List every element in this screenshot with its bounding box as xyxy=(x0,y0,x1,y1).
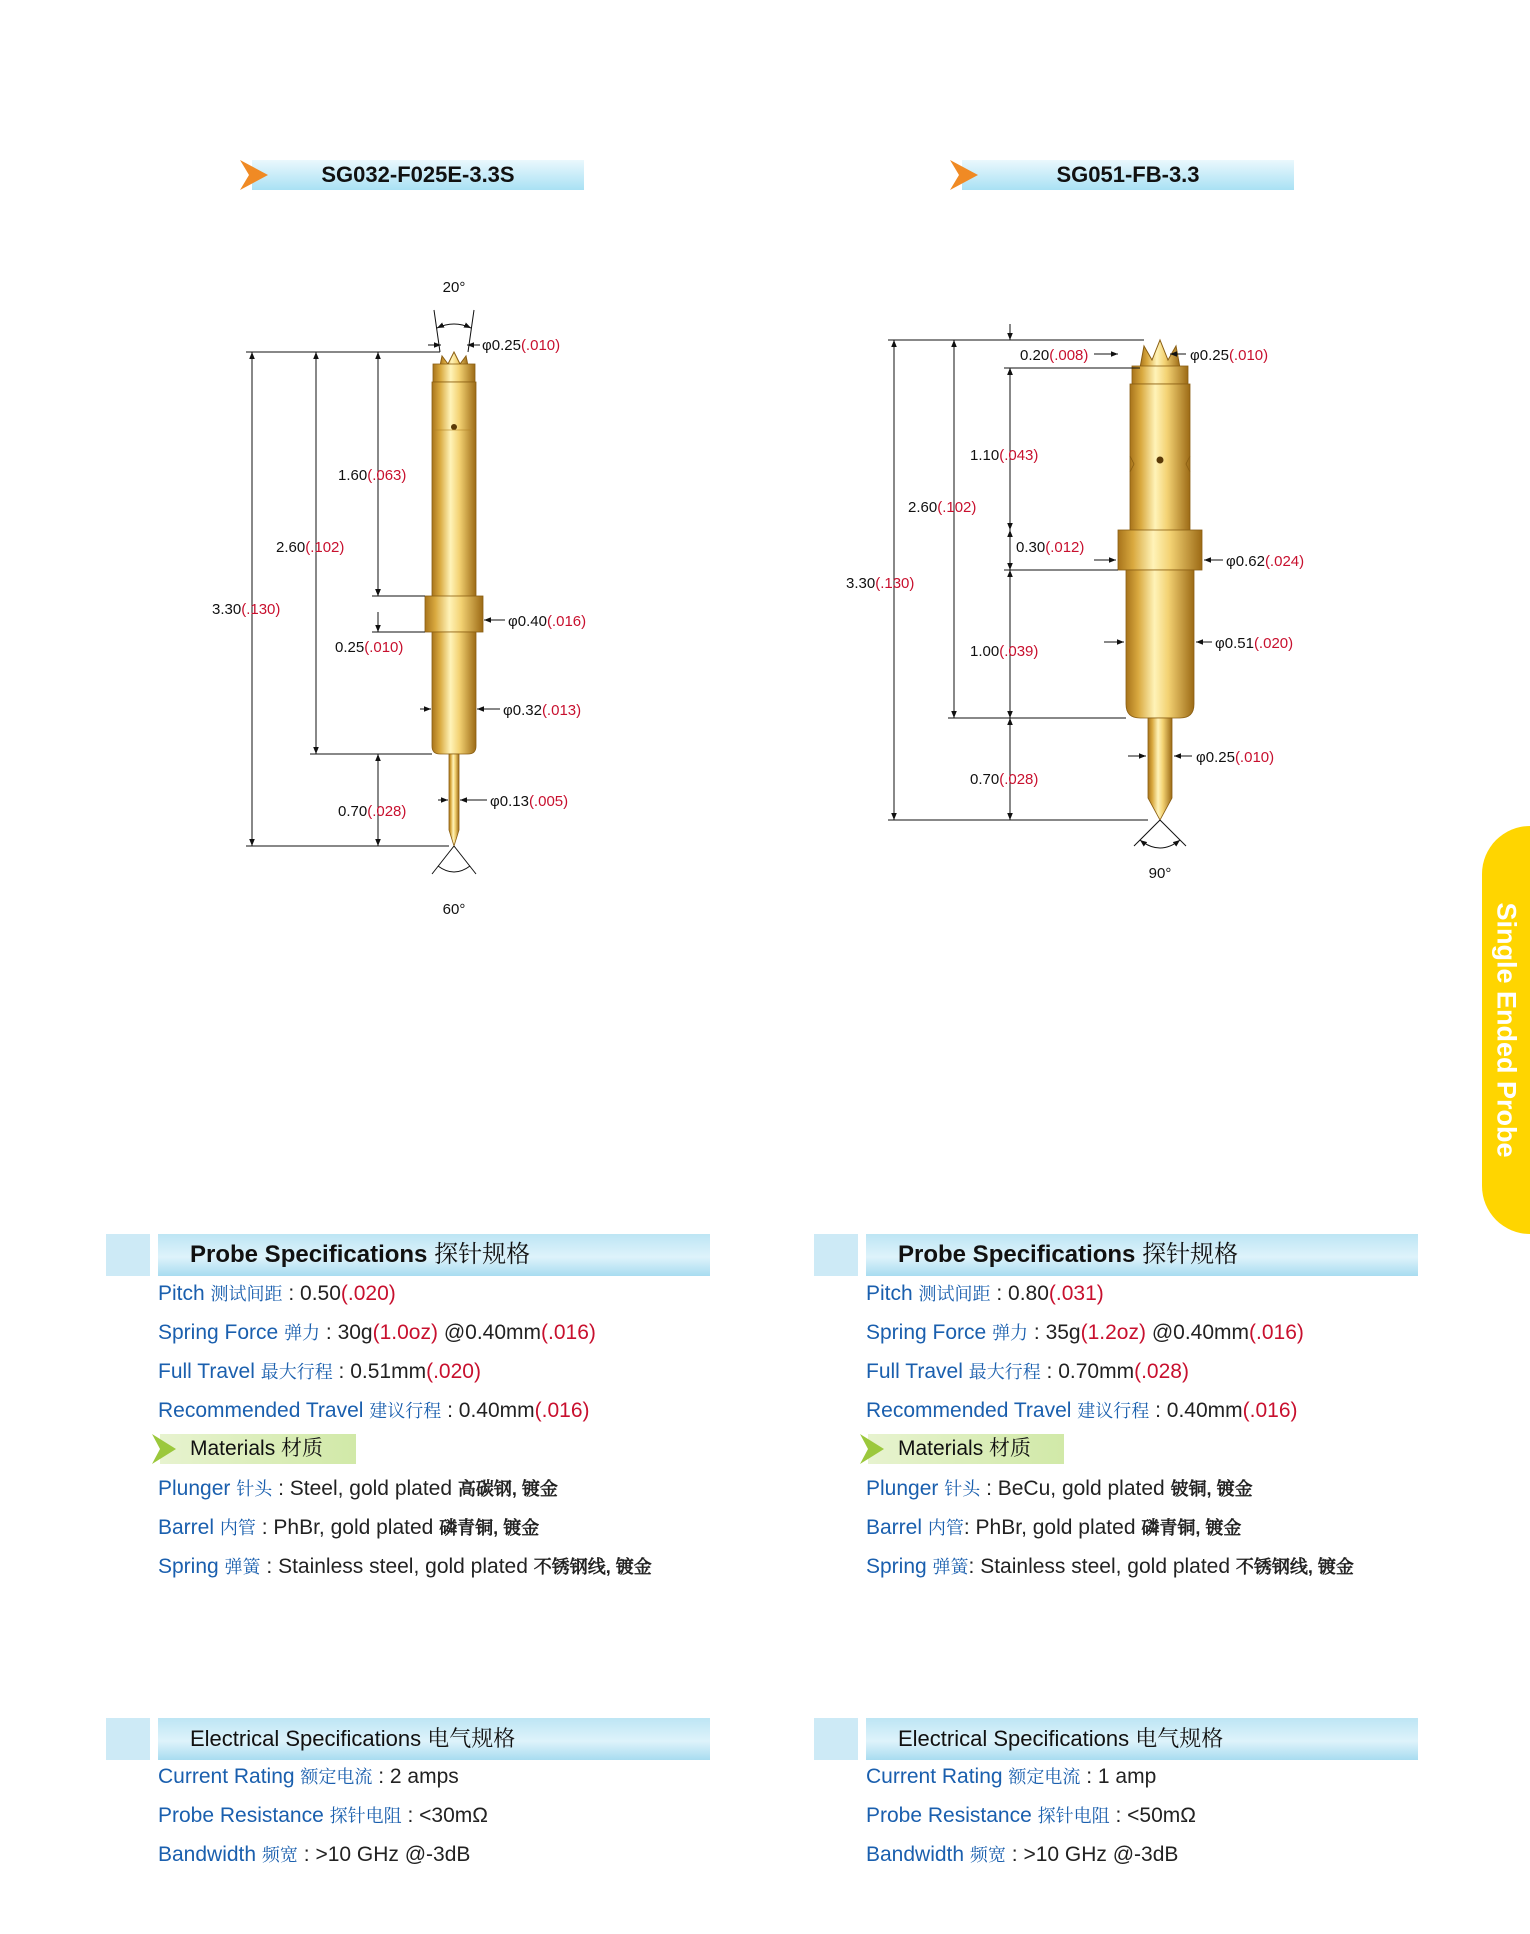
probe-drawing xyxy=(708,260,1428,920)
pitch-row: Pitch 测试间距 : 0.80(.031) xyxy=(866,1282,1104,1305)
recommended-travel-row: Recommended Travel 建议行程 : 0.40mm(.016) xyxy=(866,1399,1298,1422)
tip-diameter-label: φ0.25(.010) xyxy=(482,337,561,354)
chevron-right-icon xyxy=(858,1432,892,1466)
probe-drawing-svg xyxy=(708,260,1428,920)
spring-force-row: Spring Force 弹力 : 30g(1.0oz) @0.40mm(.016) xyxy=(158,1321,596,1344)
probe-body xyxy=(1118,340,1202,820)
spring-row: Spring 弹簧 : Stainless steel, gold plated 不锈钢线, 镀金 xyxy=(158,1555,652,1578)
model-header xyxy=(948,158,1294,192)
current-rating-row: Current Rating 额定电流 : 2 amps xyxy=(158,1765,459,1788)
product-column-2 xyxy=(708,0,1428,1934)
probe-drawing xyxy=(0,260,720,920)
side-tab-label: Single Ended Probe xyxy=(1491,902,1522,1158)
dim-3-30-label: 3.30(.130) xyxy=(212,601,281,618)
collar-diameter-label: φ0.62(.024) xyxy=(1226,553,1305,570)
probe-resistance-row: Probe Resistance 探针电阻 : <50mΩ xyxy=(866,1804,1196,1827)
model-title: SG051-FB-3.3 xyxy=(1056,162,1200,187)
probe-specs-header: Probe Specifications 探针规格 xyxy=(814,1234,1418,1276)
electrical-specs-header: Electrical Specifications 电气规格 xyxy=(106,1718,710,1760)
current-rating-row: Current Rating 额定电流 : 1 amp xyxy=(866,1765,1157,1788)
angle-top-label: 20° xyxy=(442,279,466,296)
full-travel-row: Full Travel 最大行程 : 0.51mm(.020) xyxy=(158,1360,481,1383)
bandwidth-row: Bandwidth 频宽 : >10 GHz @-3dB xyxy=(866,1843,1179,1866)
full-travel-row: Full Travel 最大行程 : 0.70mm(.028) xyxy=(866,1360,1189,1383)
barrel-diameter-label: φ0.51(.020) xyxy=(1215,635,1294,652)
dim-3-30-label: 3.30(.130) xyxy=(846,575,915,592)
dim-1-00-label: 1.00(.039) xyxy=(970,643,1039,660)
collar-diameter-label: φ0.40(.016) xyxy=(508,613,587,630)
plunger-diameter-label: φ0.13(.005) xyxy=(490,793,569,810)
dim-0-25-label: 0.25(.010) xyxy=(335,639,404,656)
plunger-diameter-label: φ0.25(.010) xyxy=(1196,749,1275,766)
bandwidth-row: Bandwidth 频宽 : >10 GHz @-3dB xyxy=(158,1843,471,1866)
dim-0-70-label: 0.70(.028) xyxy=(338,803,407,820)
angle-bottom-label: 90° xyxy=(1148,865,1172,882)
dim-2-60-label: 2.60(.102) xyxy=(276,539,345,556)
pitch-row: Pitch 测试间距 : 0.50(.020) xyxy=(158,1282,396,1305)
angle-bottom-label: 60° xyxy=(442,901,466,918)
dim-0-30-label: 0.30(.012) xyxy=(1016,539,1085,556)
spring-row: Spring 弹簧: Stainless steel, gold plated 不锈钢线, 镀金 xyxy=(866,1555,1354,1578)
tip-diameter-label: φ0.25(.010) xyxy=(1190,347,1269,364)
chevron-right-icon xyxy=(150,1432,184,1466)
plunger-row: Plunger 针头 : Steel, gold plated 高碳钢, 镀金 xyxy=(158,1477,558,1500)
dim-0-20-label: 0.20(.008) xyxy=(1020,347,1089,364)
side-tab xyxy=(1482,826,1530,1234)
materials-header: Materials 材质 xyxy=(150,1432,356,1466)
model-title: SG032-F025E-3.3S xyxy=(321,162,515,187)
dim-2-60-label: 2.60(.102) xyxy=(908,499,977,516)
product-column-1 xyxy=(0,0,720,1934)
electrical-specs-header: Electrical Specifications 电气规格 xyxy=(814,1718,1418,1760)
probe-resistance-row: Probe Resistance 探针电阻 : <30mΩ xyxy=(158,1804,488,1827)
plunger-row: Plunger 针头 : BeCu, gold plated 铍铜, 镀金 xyxy=(866,1477,1253,1500)
dim-1-60-label: 1.60(.063) xyxy=(338,467,407,484)
probe-body xyxy=(425,352,483,846)
dim-0-70-label: 0.70(.028) xyxy=(970,771,1039,788)
materials-header: Materials 材质 xyxy=(858,1432,1064,1466)
barrel-diameter-label: φ0.32(.013) xyxy=(503,702,582,719)
barrel-row: Barrel 内管 : PhBr, gold plated 磷青铜, 镀金 xyxy=(158,1516,540,1539)
probe-specs-header: Probe Specifications 探针规格 xyxy=(106,1234,710,1276)
probe-drawing-svg xyxy=(0,260,720,920)
barrel-row: Barrel 内管: PhBr, gold plated 磷青铜, 镀金 xyxy=(866,1516,1242,1539)
recommended-travel-row: Recommended Travel 建议行程 : 0.40mm(.016) xyxy=(158,1399,590,1422)
dim-1-10-label: 1.10(.043) xyxy=(970,447,1039,464)
spring-force-row: Spring Force 弹力 : 35g(1.2oz) @0.40mm(.016) xyxy=(866,1321,1304,1344)
model-header xyxy=(238,158,584,192)
